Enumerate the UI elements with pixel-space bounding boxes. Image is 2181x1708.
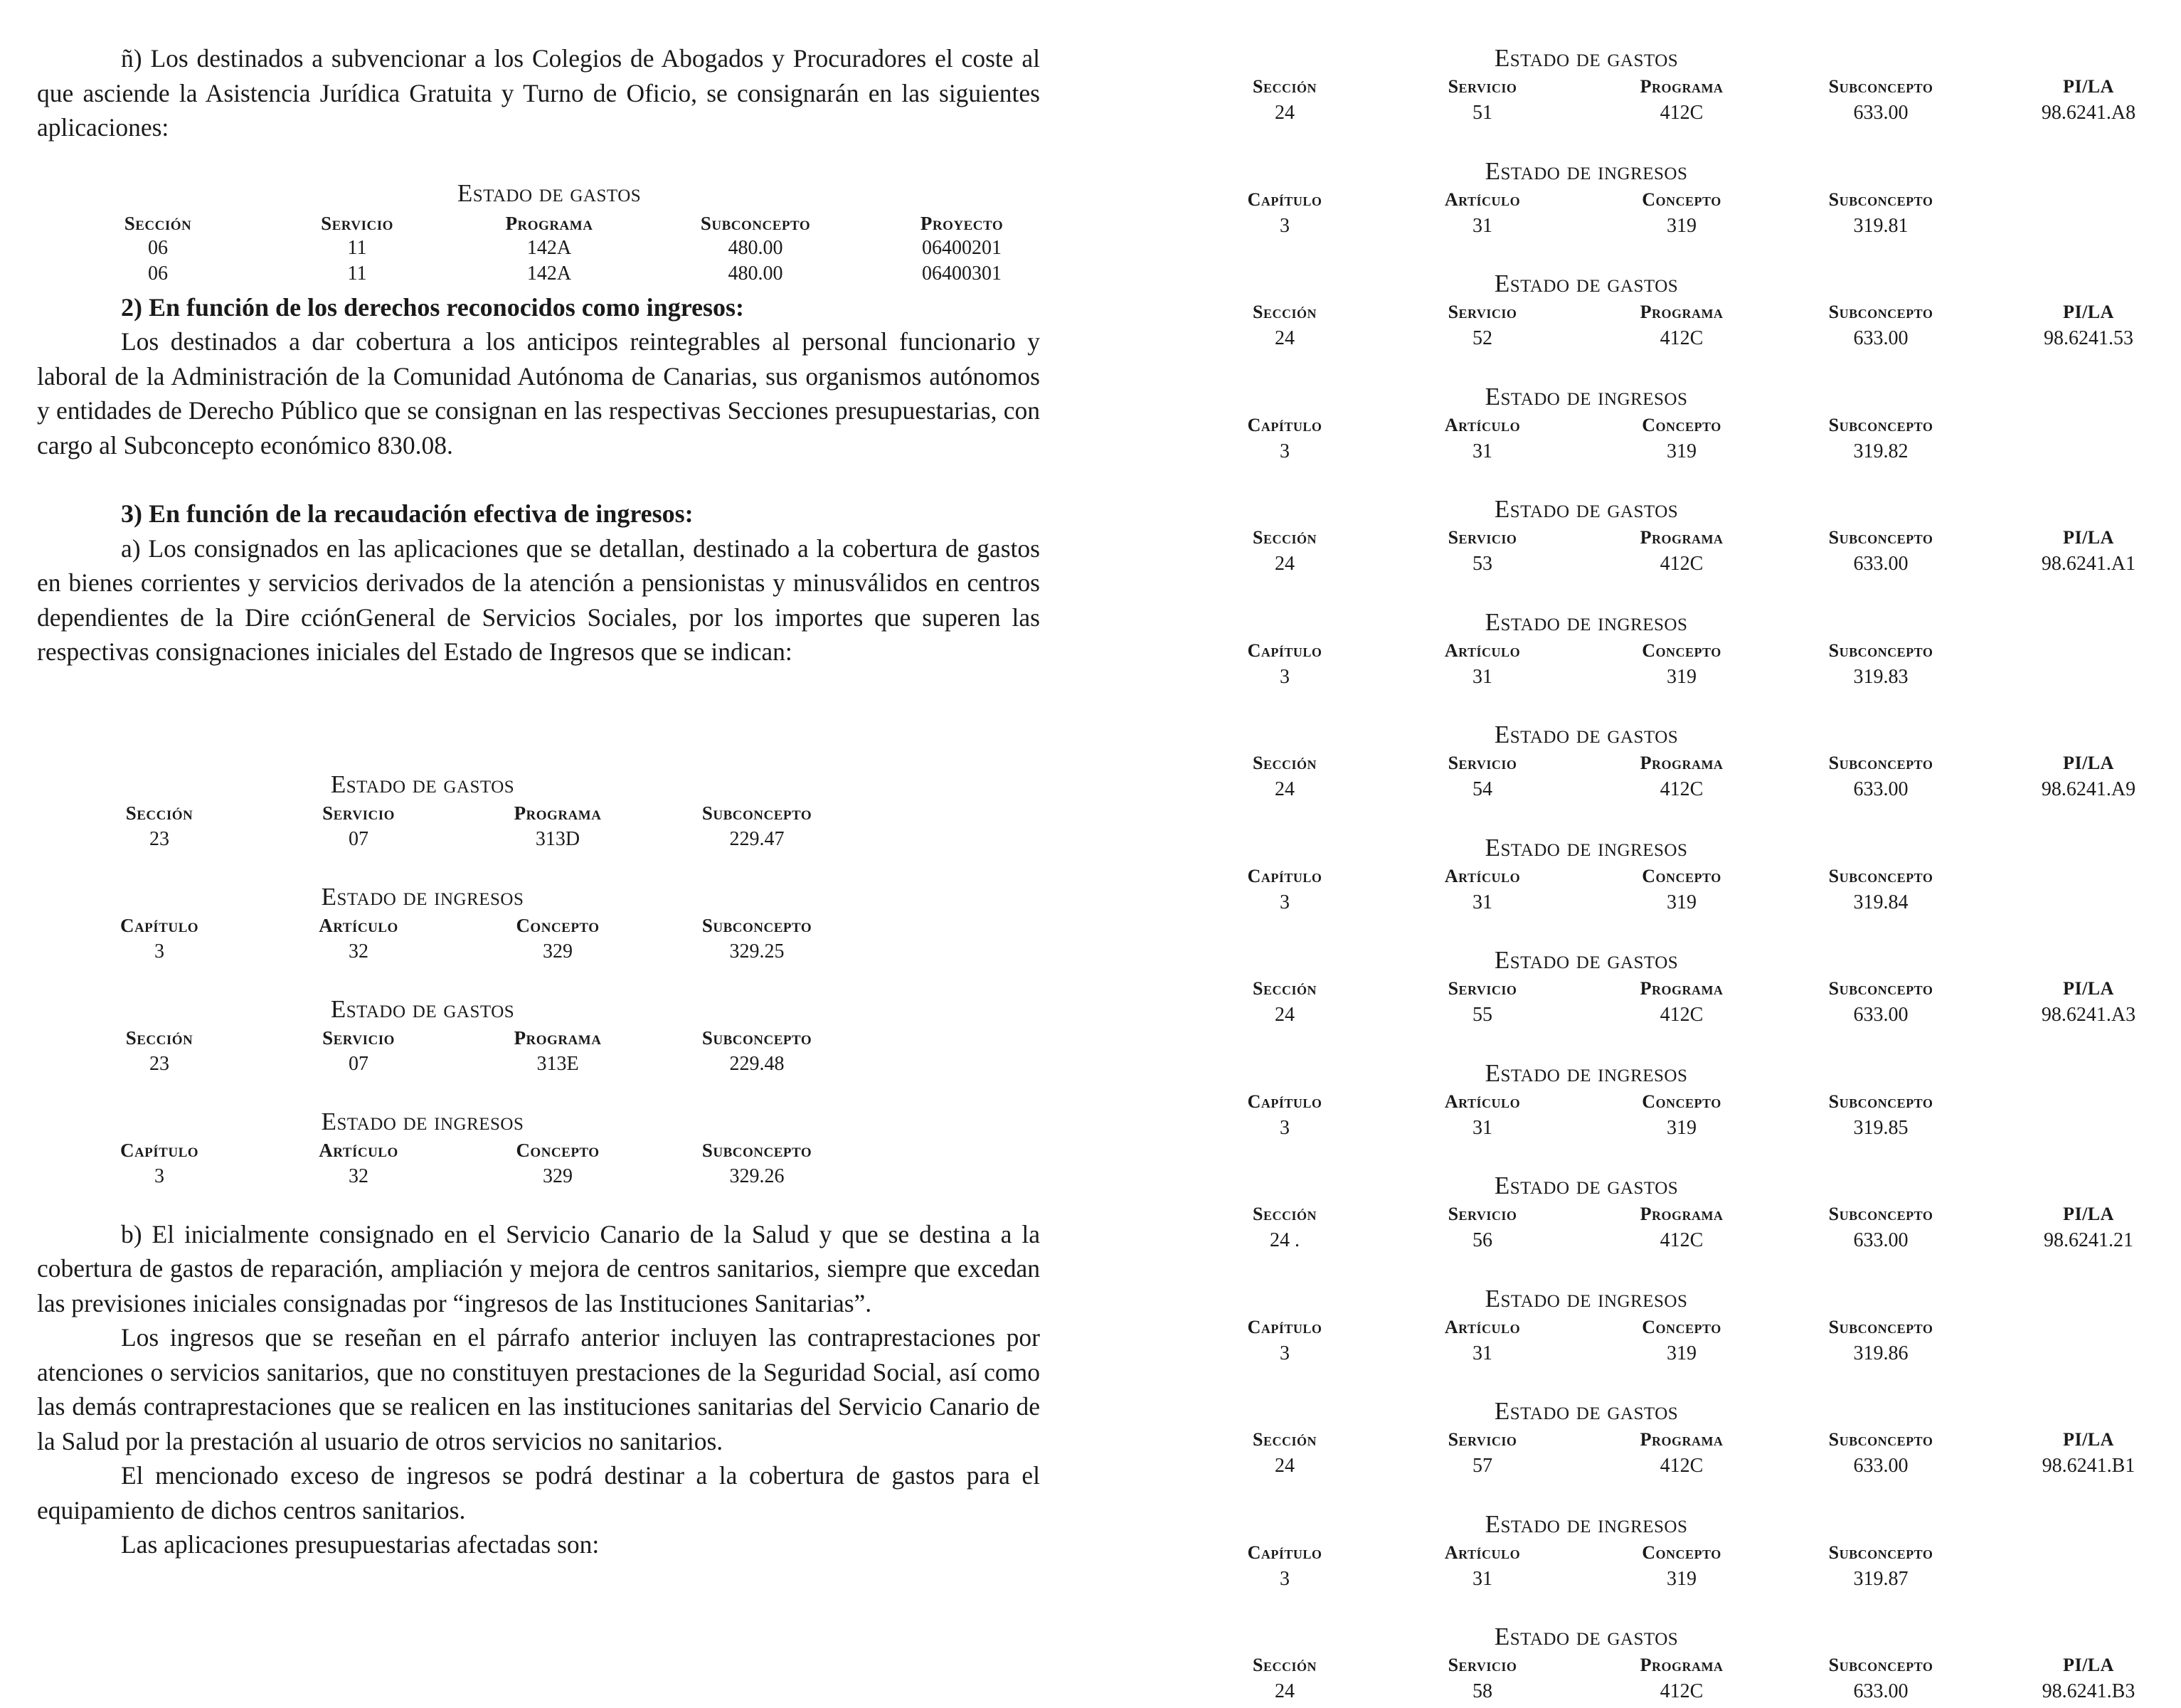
- table-cell: 58: [1472, 1680, 1492, 1702]
- table-cell: 23: [149, 827, 169, 850]
- table-cell: 412C: [1660, 553, 1704, 575]
- block-title: Estado de ingresos: [1485, 1059, 1688, 1087]
- table-cell: 319: [1667, 1567, 1697, 1590]
- table-cell: 3: [1280, 440, 1290, 462]
- estado-ingresos-block: [37, 1108, 1061, 1207]
- column-header: Subconcepto: [701, 802, 812, 824]
- right-column: [1209, 0, 2181, 1702]
- left-column: [37, 41, 1040, 1562]
- table-cell: 480.00: [728, 236, 783, 259]
- column-header: Subconcepto: [1828, 1655, 1933, 1675]
- table-cell: 06: [148, 262, 168, 285]
- column-header: Programa: [514, 802, 602, 824]
- table-cell: 319.81: [1853, 214, 1909, 237]
- table-cell: 633.00: [1853, 1004, 1909, 1026]
- column-header: Subconcepto: [1828, 1204, 1933, 1224]
- table-cell: 319: [1667, 665, 1697, 688]
- column-header: Capítulo: [1247, 189, 1322, 210]
- table-cell: 3: [1280, 891, 1290, 913]
- table-cell: 3: [154, 940, 164, 962]
- column-header: PI/LA: [2063, 1429, 2114, 1450]
- table-cell: 313E: [536, 1052, 579, 1075]
- table-cell: 329.25: [729, 940, 785, 962]
- table-cell: 319.83: [1853, 665, 1909, 688]
- column-header: Programa: [1640, 1429, 1724, 1450]
- table-cell: 31: [1472, 440, 1492, 462]
- block-title: Estado de gastos: [330, 994, 515, 1023]
- column-header: Sección: [1253, 76, 1317, 97]
- table-cell: 633.00: [1853, 553, 1909, 575]
- block-title: Estado de ingresos: [1485, 157, 1688, 185]
- column-header: PI/LA: [2063, 978, 2114, 999]
- column-header: Capítulo: [1247, 1091, 1322, 1112]
- table-cell: 329: [543, 1165, 573, 1187]
- column-header: Artículo: [1444, 1542, 1521, 1563]
- column-header: PI/LA: [2063, 1204, 2114, 1224]
- column-header: Capítulo: [120, 914, 199, 936]
- column-header: Programa: [1640, 527, 1724, 548]
- table-cell: 31: [1472, 1342, 1492, 1364]
- table-cell: 24 .: [1270, 1229, 1300, 1251]
- column-header: Sección: [1253, 753, 1317, 773]
- column-header: Programa: [514, 1027, 602, 1049]
- table-cell: 24: [1275, 1680, 1295, 1702]
- table-cell: 98.6241.B1: [2042, 1455, 2135, 1477]
- column-header: Programa: [1640, 1204, 1724, 1224]
- table-cell: 06: [148, 236, 168, 259]
- column-header: Subconcepto: [1828, 1542, 1933, 1563]
- table-cell: 329.26: [729, 1165, 785, 1187]
- paragraph-n: ñ) Los destinados a subvencionar a los Colegios de Abogados y Procuradores el coste al que asciende la Asistencia Jurídica Gratuita y Turno de Oficio, se consignarán en las siguientes aplicaciones:: [37, 44, 1040, 142]
- table-cell: 06400301: [922, 262, 1002, 285]
- estado-gastos-block: [37, 770, 1061, 870]
- column-header: Proyecto: [920, 212, 1004, 234]
- column-header: Servicio: [1448, 1429, 1517, 1450]
- column-header: Subconcepto: [701, 1139, 812, 1161]
- column-header: Programa: [1640, 753, 1724, 773]
- table-cell: 32: [349, 1165, 368, 1187]
- table-cell: 24: [1275, 1455, 1295, 1477]
- table-cell: 3: [1280, 665, 1290, 688]
- table-cell: 412C: [1660, 102, 1704, 124]
- column-header: Artículo: [1444, 640, 1521, 661]
- table-cell: 319: [1667, 214, 1697, 237]
- table-cell: 24: [1275, 102, 1295, 124]
- column-header: Subconcepto: [1828, 753, 1933, 773]
- column-header: Artículo: [1444, 414, 1521, 435]
- column-header: PI/LA: [2063, 302, 2114, 322]
- table-cell: 633.00: [1853, 327, 1909, 349]
- table-cell: 3: [1280, 1567, 1290, 1590]
- table-cell: 31: [1472, 665, 1492, 688]
- block-title: Estado de gastos: [1494, 721, 1679, 748]
- table-cell: 98.6241.B3: [2042, 1680, 2135, 1702]
- table-cell: 633.00: [1853, 1680, 1909, 1702]
- table-cell: 142A: [526, 262, 572, 285]
- table-cell: 07: [349, 827, 368, 850]
- column-header: Subconcepto: [701, 1027, 812, 1049]
- column-header: Servicio: [1448, 1655, 1517, 1675]
- table-cell: 412C: [1660, 1229, 1704, 1251]
- column-header: Capítulo: [1247, 640, 1322, 661]
- table-cell: 480.00: [728, 262, 783, 285]
- column-header: Subconcepto: [1828, 76, 1933, 97]
- paragraph-3b-4: Las aplicaciones presupuestarias afectadas son:: [121, 1530, 600, 1559]
- table-cell: 98.6241.53: [2044, 327, 2133, 349]
- column-header: Servicio: [1448, 302, 1517, 322]
- table-cell: 31: [1472, 214, 1492, 237]
- heading-3: 3) En función de la recaudación efectiva de ingresos:: [121, 499, 694, 528]
- column-header: PI/LA: [2063, 76, 2114, 97]
- block-title: Estado de ingresos: [1485, 608, 1688, 636]
- column-header: Artículo: [1444, 1091, 1521, 1112]
- column-header: Programa: [505, 212, 593, 234]
- block-title: Estado de gastos: [1494, 44, 1679, 72]
- estado-gastos-block: [1209, 270, 2181, 355]
- table-cell: 24: [1275, 327, 1295, 349]
- table-cell: 319: [1667, 440, 1697, 462]
- table-cell: 633.00: [1853, 102, 1909, 124]
- column-header: Subconcepto: [1828, 527, 1933, 548]
- table-cell: 24: [1275, 778, 1295, 800]
- table-cell: 54: [1472, 778, 1492, 800]
- estado-ingresos-block: [37, 883, 1061, 982]
- column-header: PI/LA: [2063, 527, 2114, 548]
- table-cell: 3: [1280, 1116, 1290, 1139]
- column-header: Artículo: [319, 914, 398, 936]
- table-cell: 319: [1667, 891, 1697, 913]
- gastos-table-proyectos: [37, 179, 1061, 290]
- column-header: Concepto: [1642, 1316, 1721, 1337]
- estado-gastos-block: [1209, 1397, 2181, 1482]
- table-cell: 319.87: [1853, 1567, 1909, 1590]
- column-header: Artículo: [1444, 1316, 1521, 1337]
- table-cell: 06400201: [922, 236, 1002, 259]
- table-cell: 51: [1472, 102, 1492, 124]
- estado-ingresos-block: [1209, 1059, 2181, 1145]
- block-title: Estado de ingresos: [321, 882, 524, 911]
- table-cell: 98.6241.A8: [2041, 102, 2136, 124]
- block-title: Estado de gastos: [1494, 1172, 1679, 1199]
- block-title: Estado de gastos: [1494, 270, 1679, 297]
- heading-2: 2) En función de los derechos reconocidos como ingresos:: [121, 292, 745, 322]
- table-cell: 98.6241.21: [2044, 1229, 2133, 1251]
- table-cell: 329: [543, 940, 573, 962]
- column-header: Capítulo: [1247, 1316, 1322, 1337]
- estado-gastos-block: [1209, 721, 2181, 806]
- column-header: Sección: [1253, 978, 1317, 999]
- estado-ingresos-block: [1209, 1285, 2181, 1370]
- column-header: Concepto: [1642, 189, 1721, 210]
- column-header: Servicio: [1448, 527, 1517, 548]
- table-cell: 229.47: [729, 827, 785, 850]
- column-header: Capítulo: [1247, 865, 1322, 886]
- column-header: Sección: [1253, 527, 1317, 548]
- table-cell: 55: [1472, 1004, 1492, 1026]
- column-header: Subconcepto: [1828, 302, 1933, 322]
- estado-ingresos-block: [1209, 157, 2181, 243]
- column-header: Subconcepto: [1828, 1429, 1933, 1450]
- column-header: Capítulo: [120, 1139, 199, 1161]
- column-header: Artículo: [1444, 865, 1521, 886]
- table-cell: 319.85: [1853, 1116, 1909, 1139]
- column-header: Servicio: [322, 1027, 395, 1049]
- block-title: Estado de gastos: [1494, 495, 1679, 523]
- block-title: Estado de ingresos: [1485, 382, 1688, 410]
- column-header: Concepto: [1642, 1091, 1721, 1112]
- column-header: PI/LA: [2063, 753, 2114, 773]
- table-cell: 53: [1472, 553, 1492, 575]
- table-cell: 32: [349, 940, 368, 962]
- table-cell: 31: [1472, 891, 1492, 913]
- paragraph-3b-3: El mencionado exceso de ingresos se podrá destinar a la cobertura de gastos para el equipamiento de dichos centros sanitarios.: [37, 1461, 1040, 1524]
- table-cell: 31: [1472, 1567, 1492, 1590]
- table-cell: 52: [1472, 327, 1492, 349]
- table-cell: 07: [349, 1052, 368, 1075]
- column-header: Subconcepto: [1828, 640, 1933, 661]
- column-header: Concepto: [1642, 640, 1721, 661]
- left-budget-blocks: [37, 669, 1040, 1217]
- paragraph-3b-2: Los ingresos que se reseñan en el párrafo anterior incluyen las contraprestaciones por atenciones o servicios sanitarios, que no constituyen prestaciones de la Seguridad Social, así como las demás contraprestaciones que se realicen en las instituciones sanitarias del Servicio Canario de la Salud por la prestación al usuario de otros servicios no sanitarios.: [37, 1323, 1040, 1455]
- table-cell: 319: [1667, 1116, 1697, 1139]
- estado-gastos-block: [1209, 495, 2181, 580]
- block-title: Estado de gastos: [1494, 1623, 1679, 1650]
- paragraph-3b: b) El inicialmente consignado en el Servicio Canario de la Salud y que se destina a la cobertura de gastos de reparación, ampliación y mejora de centros sanitarios, siempre que excedan las previsiones iniciales consignadas por “ingresos de las Instituciones Sanitarias”.: [37, 1219, 1040, 1317]
- column-header: Artículo: [319, 1139, 398, 1161]
- column-header: Artículo: [1444, 189, 1521, 210]
- column-header: Subconcepto: [1828, 1091, 1933, 1112]
- block-title: Estado de ingresos: [321, 1107, 524, 1135]
- table-cell: 24: [1275, 1004, 1295, 1026]
- column-header: Subconcepto: [1828, 865, 1933, 886]
- estado-gastos-block: [1209, 946, 2181, 1031]
- estado-ingresos-block: [1209, 608, 2181, 694]
- column-header: Subconcepto: [701, 914, 812, 936]
- paragraph-2: Los destinados a dar cobertura a los anticipos reintegrables al personal funcionario y laboral de la Administración de la Comunidad Autónoma de Canarias, sus organismos autónomos y entidades de Derecho Público que se consignan en las respectivas Secciones presupuestarias, con cargo al Subconcepto económico 830.08.: [37, 327, 1040, 460]
- table-cell: 23: [149, 1052, 169, 1075]
- column-header: Sección: [124, 212, 192, 234]
- column-header: Servicio: [1448, 753, 1517, 773]
- table-cell: 3: [1280, 214, 1290, 237]
- column-header: Programa: [1640, 76, 1724, 97]
- table-cell: 11: [347, 236, 367, 259]
- column-header: Sección: [1253, 1204, 1317, 1224]
- estado-ingresos-block: [1209, 383, 2181, 468]
- column-header: Subconcepto: [1828, 978, 1933, 999]
- column-header: Sección: [1253, 1655, 1317, 1675]
- estado-ingresos-block: [1209, 834, 2181, 919]
- table-cell: 319.86: [1853, 1342, 1909, 1364]
- column-header: Concepto: [516, 914, 600, 936]
- table-cell: 3: [154, 1165, 164, 1187]
- column-header: Subconcepto: [1828, 1316, 1933, 1337]
- table-cell: 142A: [526, 236, 572, 259]
- estado-gastos-block: [37, 995, 1061, 1095]
- column-header: Capítulo: [1247, 414, 1322, 435]
- table-cell: 412C: [1660, 327, 1704, 349]
- table-title: Estado de gastos: [457, 179, 642, 207]
- estado-ingresos-block: [1209, 1510, 2181, 1596]
- table-cell: 313D: [535, 827, 580, 850]
- table-cell: 633.00: [1853, 1229, 1909, 1251]
- column-header: Concepto: [1642, 865, 1721, 886]
- table-cell: 24: [1275, 553, 1295, 575]
- column-header: Programa: [1640, 978, 1724, 999]
- column-header: Subconcepto: [1828, 414, 1933, 435]
- block-title: Estado de ingresos: [1485, 1510, 1688, 1538]
- table-cell: 633.00: [1853, 778, 1909, 800]
- table-cell: 412C: [1660, 1680, 1704, 1702]
- table-cell: 11: [347, 262, 367, 285]
- table-cell: 57: [1472, 1455, 1492, 1477]
- table-cell: 412C: [1660, 1455, 1704, 1477]
- column-header: Concepto: [516, 1139, 600, 1161]
- estado-gastos-block: [1209, 1172, 2181, 1257]
- table-cell: 31: [1472, 1116, 1492, 1139]
- block-title: Estado de ingresos: [1485, 833, 1688, 861]
- column-header: Servicio: [1448, 1204, 1517, 1224]
- column-header: Programa: [1640, 1655, 1724, 1675]
- column-header: PI/LA: [2063, 1655, 2114, 1675]
- block-title: Estado de gastos: [330, 770, 515, 798]
- estado-gastos-block: [1209, 1623, 2181, 1708]
- paragraph-3a: a) Los consignados en las aplicaciones que se detallan, destinado a la cobertura de gastos en bienes corrientes y servicios derivados de la atención a pensionistas y minusválidos en centros dependientes de la Dire cciónGeneral de Servicios Sociales, por los importes que superen las respectivas consignaciones iniciales del Estado de Ingresos que se indican:: [37, 534, 1040, 666]
- table-cell: 98.6241.A1: [2041, 553, 2136, 575]
- column-header: Servicio: [322, 802, 395, 824]
- column-header: Sección: [125, 802, 193, 824]
- column-header: Servicio: [1448, 978, 1517, 999]
- column-header: Servicio: [321, 212, 393, 234]
- block-title: Estado de gastos: [1494, 1397, 1679, 1425]
- column-header: Servicio: [1448, 76, 1517, 97]
- table-cell: 56: [1472, 1229, 1492, 1251]
- table-cell: 98.6241.A3: [2041, 1004, 2136, 1026]
- table-cell: 412C: [1660, 1004, 1704, 1026]
- table-cell: 412C: [1660, 778, 1704, 800]
- column-header: Subconcepto: [1828, 189, 1933, 210]
- estado-gastos-block: [1209, 44, 2181, 129]
- table-cell: 229.48: [729, 1052, 785, 1075]
- table-cell: 319.82: [1853, 440, 1909, 462]
- column-header: Sección: [1253, 302, 1317, 322]
- column-header: Programa: [1640, 302, 1724, 322]
- block-title: Estado de ingresos: [1485, 1284, 1688, 1312]
- table-cell: 98.6241.A9: [2041, 778, 2136, 800]
- column-header: Sección: [1253, 1429, 1317, 1450]
- table-cell: 3: [1280, 1342, 1290, 1364]
- column-header: Sección: [125, 1027, 193, 1049]
- block-title: Estado de gastos: [1494, 946, 1679, 974]
- column-header: Concepto: [1642, 414, 1721, 435]
- table-cell: 319: [1667, 1342, 1697, 1364]
- column-header: Capítulo: [1247, 1542, 1322, 1563]
- column-header: Concepto: [1642, 1542, 1721, 1563]
- column-header: Subconcepto: [700, 212, 811, 234]
- table-cell: 319.84: [1853, 891, 1909, 913]
- table-cell: 633.00: [1853, 1455, 1909, 1477]
